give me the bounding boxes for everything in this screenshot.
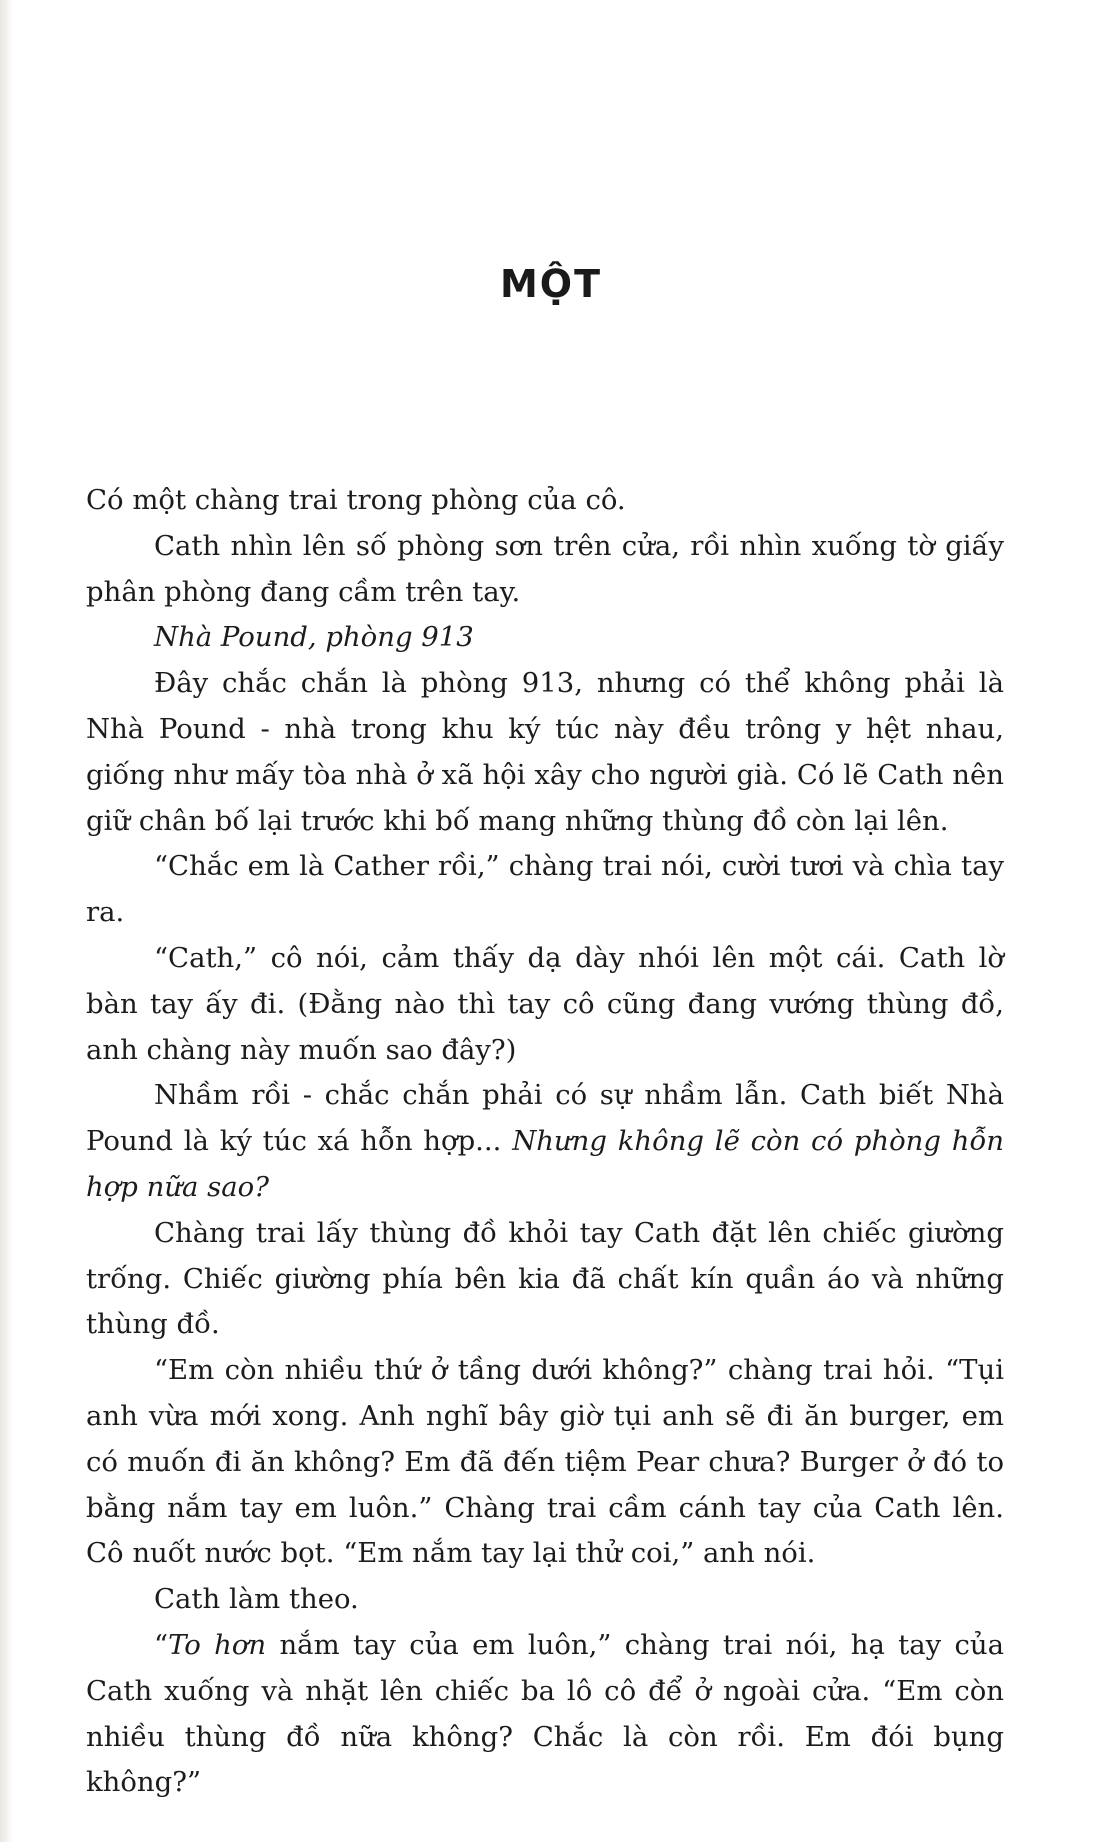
paragraph-10: Cath làm theo.	[154, 1583, 359, 1616]
paragraph-5: “Chắc em là Cather rồi,” chàng trai nói, cười tươi và chìa tay ra.	[86, 850, 1004, 929]
paragraph-4: Đây chắc chắn là phòng 913, nhưng có thể không phải là Nhà Pound - nhà trong khu ký túc này đều trông y hệt nhau, giống như mấy tòa nhà ở xã hội xây cho người già. Có lẽ Cath nên giữ chân bố lại trước khi bố mang những thùng đồ còn lại lên.	[86, 667, 1004, 837]
paragraph-11	[86, 1623, 1004, 1806]
paragraph-11-open-quote: “	[154, 1628, 169, 1661]
paragraph-1: Có một chàng trai trong phòng của cô.	[86, 484, 626, 516]
paragraph-8: Chàng trai lấy thùng đồ khỏi tay Cath đặt lên chiếc giường trống. Chiếc giường phía bên kia đã chất kín quần áo và những thùng đồ.	[86, 1216, 1004, 1341]
chapter-body	[86, 478, 1004, 1806]
paragraph-11-text: nắm tay của em luôn,” chàng trai nói, hạ tay của Cath xuống và nhặt lên chiếc ba lô cô để ở ngoài cửa. “Em còn nhiều thùng đồ nữa không? Chắc là còn rồi. Em đói bụng không?”	[86, 1628, 1004, 1799]
paragraph-7-text: Nhầm rồi - chắc chắn phải có sự nhầm lẫn. Cath biết Nhà Pound là ký túc xá hỗn hợp...	[86, 1079, 1004, 1158]
chapter-title: MỘT	[499, 262, 603, 306]
paragraph-3	[86, 615, 1004, 661]
paragraph-6: “Cath,” cô nói, cảm thấy dạ dày nhói lên một cái. Cath lờ bàn tay ấy đi. (Đằng nào thì tay cô cũng đang vướng thùng đồ, anh chàng này muốn sao đây?)	[86, 941, 1004, 1066]
paragraph-7	[86, 1073, 1004, 1210]
paragraph-2: Cath nhìn lên số phòng sơn trên cửa, rồi nhìn xuống tờ giấy phân phòng đang cầm trên tay.	[86, 529, 1004, 608]
room-assignment-italic: Nhà Pound, phòng 913	[154, 621, 474, 654]
paragraph-7-italic: Nhưng không lẽ còn có phòng hỗn hợp nữa sao?	[86, 1125, 1004, 1203]
paragraph-9: “Em còn nhiều thứ ở tầng dưới không?” chàng trai hỏi. “Tụi anh vừa mới xong. Anh nghĩ bây giờ tụi anh sẽ đi ăn burger, em có muốn đi ăn không? Em đã đến tiệm Pear chưa? Burger ở đó to bằng nắm tay em luôn.” Chàng trai cầm cánh tay của Cath lên. Cô nuốt nước bọt. “Em nắm tay lại thử coi,” anh nói.	[86, 1354, 1004, 1570]
paragraph-11-italic: To hơn	[168, 1628, 267, 1661]
